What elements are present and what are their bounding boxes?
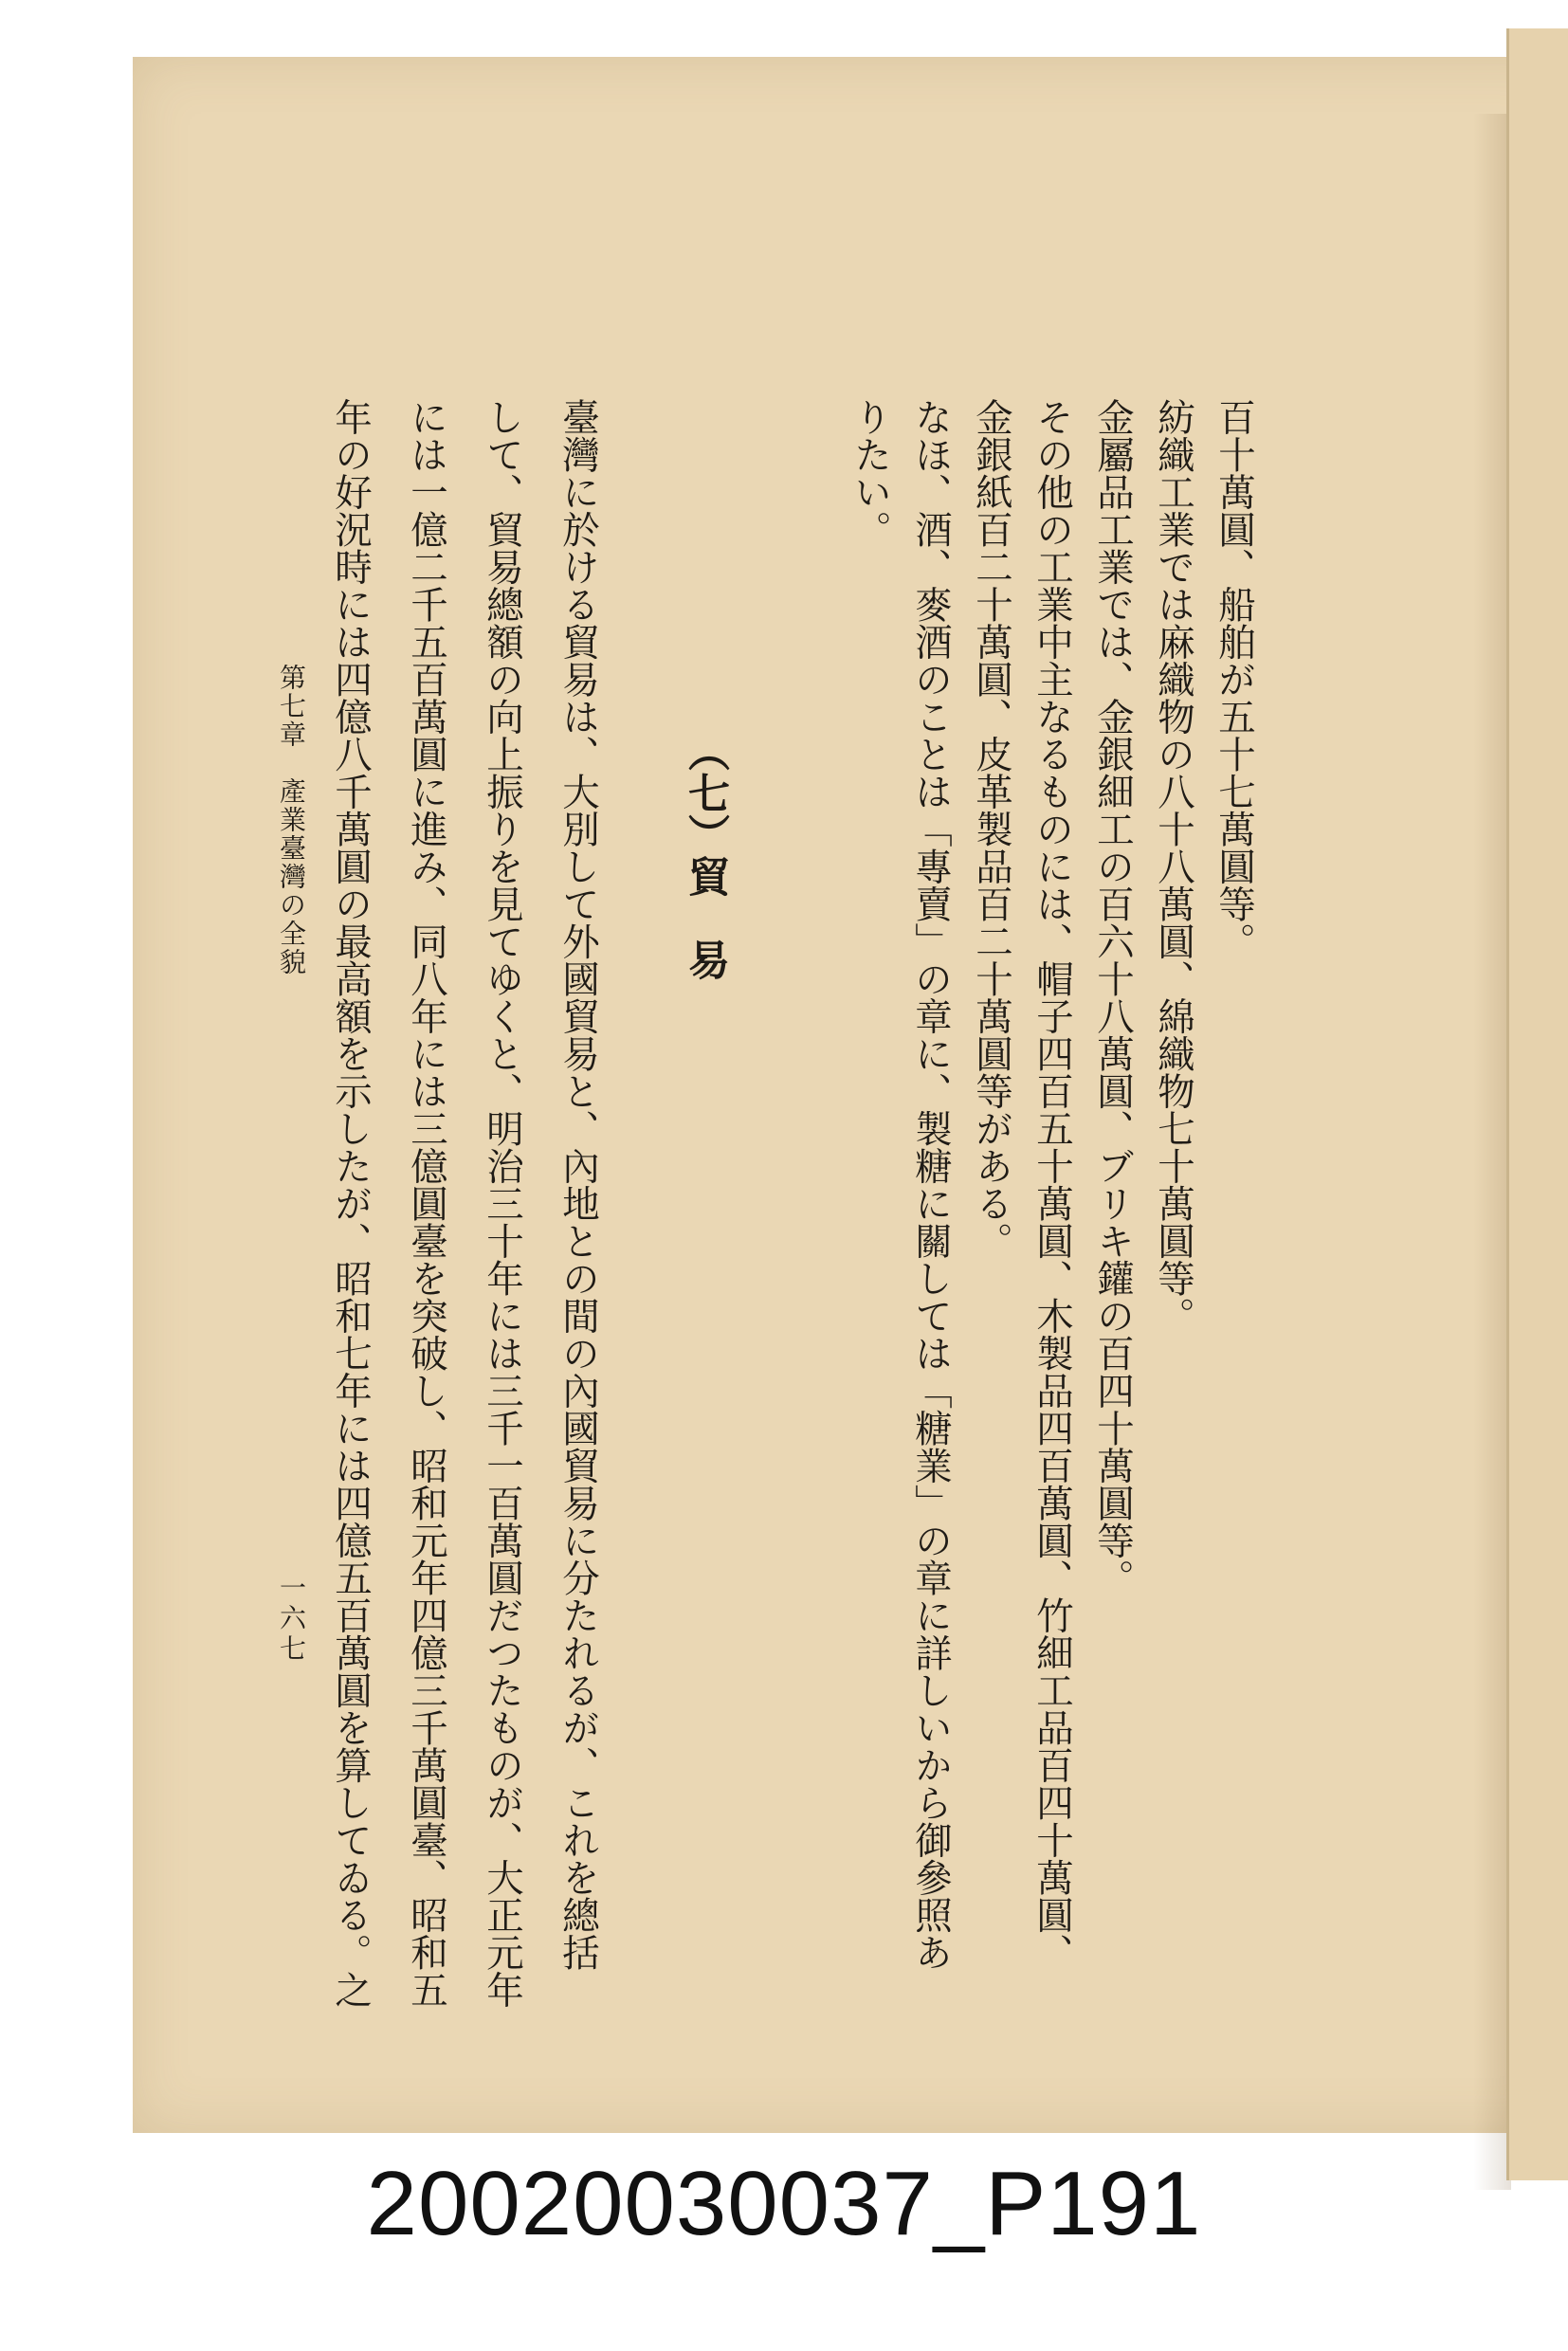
body-column-6: なほ、酒、麥酒のことは「專賣」の章に、製糖に關しては「糖業」の章に詳しいから御參照あ <box>909 398 953 1971</box>
next-page-edge <box>1506 28 1568 2180</box>
section-heading: （七）貿 易 <box>681 730 729 980</box>
section-column-1: 臺灣に於ける貿易は、大別して外國貿易と、內地との間の內國貿易に分たれるが、これを總括 <box>556 398 600 1971</box>
image-caption: 20020030037_P191 <box>366 2153 1202 2254</box>
body-column-5: 金銀紙百二十萬圓、皮革製品百二十萬圓等がある。 <box>970 398 1013 1260</box>
running-footer: 第七章 產業臺灣の全貌 <box>276 664 307 976</box>
section-column-3: には一億二千五百萬圓に進み、同八年には三億圓臺を突破し、昭和元年四億三千萬圓臺、昭和五 <box>405 398 448 2009</box>
body-column-3: 金屬品工業では、金銀細工の百六十八萬圓、ブリキ鑵の百四十萬圓等。 <box>1091 398 1135 1596</box>
page-gutter-shadow <box>1473 114 1511 2190</box>
body-column-4: その他の工業中主なるものには、帽子四百五十萬圓、木製品四百萬圓、竹細工品百四十萬圓、 <box>1030 398 1074 1971</box>
section-column-2: して、貿易總額の向上振りを見てゆくと、明治三十年には三千一百萬圓だつたものが、大正元年 <box>481 398 524 2009</box>
section-column-4: 年の好況時には四億八千萬圓の最高額を示したが、昭和七年には四億五百萬圓を算してゐる。之 <box>329 398 373 2009</box>
body-column-2: 紡織工業では麻織物の八十八萬圓、綿織物七十萬圓等。 <box>1152 398 1195 1335</box>
page-number: 一六七 <box>276 1574 307 1665</box>
body-column-1: 百十萬圓、船舶が五十七萬圓等。 <box>1212 398 1256 960</box>
body-column-7: りたい。 <box>848 398 892 548</box>
